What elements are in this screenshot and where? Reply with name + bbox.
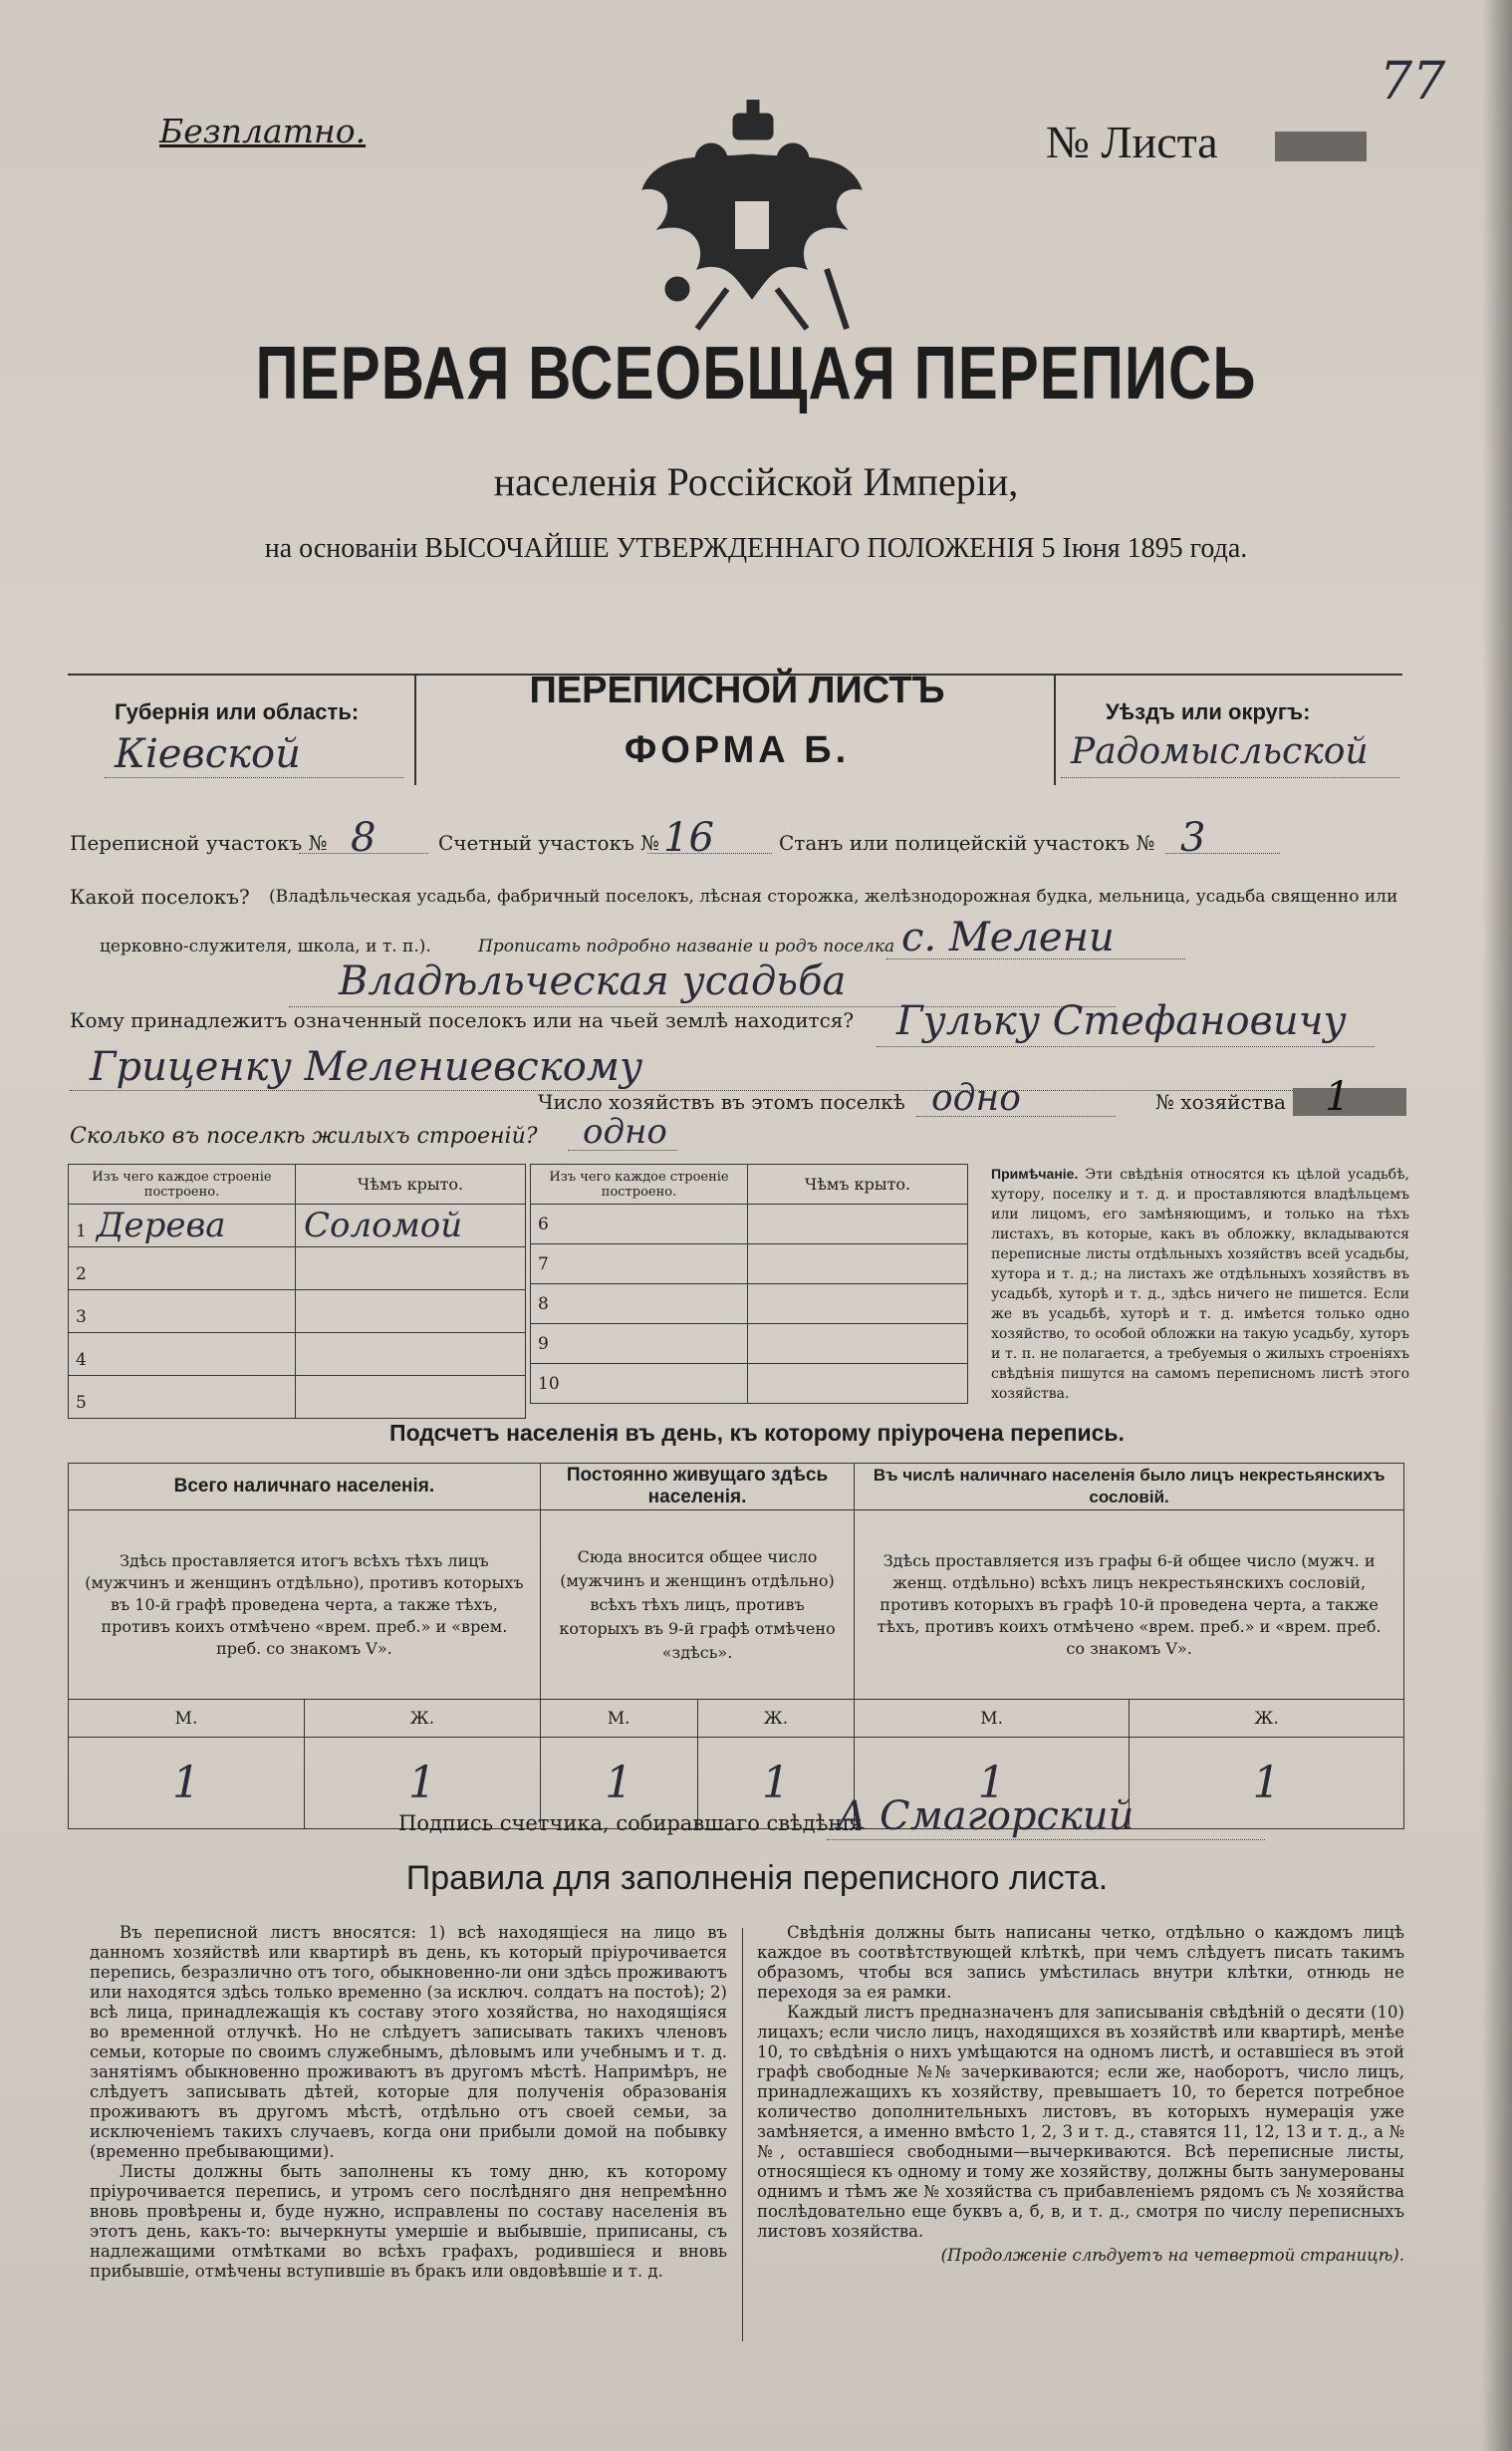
signature-label: Подпись счетчика, собиравшаго свѣдѣнія [398,1811,863,1835]
signature-value[interactable]: А Смагорский [837,1793,1134,1839]
settlement-instruction: Прописать подробно названіе и родъ поселка [478,937,895,956]
row-number: 10 [538,1373,560,1394]
uezd-label: Уѣздъ или округъ: [1106,699,1311,724]
col3-text: Здѣсь проставляется изъ графы 6-й общее число (мужч. и женщ. отдѣльно) всѣхъ лицъ некрестьянскихъ сословій, противъ которыхъ въ графѣ 10-й проведена черта, а также тѣхъ, противъ коихъ отмѣчено «врем. преб.» и «врем. преб. со знакомъ V». [855,1510,1404,1700]
gubernia-label: Губернія или область: [115,699,360,724]
rules-right-p2: Каждый листъ предназначенъ для записыванія свѣдѣній о десяти (10) лицахъ; если число лицъ, находящихся въ хозяйствѣ или квартирѣ, менѣе 10, то свѣдѣнія о нихъ умѣщаются на одномъ листѣ, и оставшіеся въ этой графѣ свободные №№ зачеркиваются; если же, наоборотъ, число лицъ, принадлежащихъ къ хозяйству, превышаетъ 10, то берется потребное количество дополнительныхъ листовъ, въ которыхъ нумерація уже замѣняется, а именно вмѣсто 1, 2, 3 и т. д., ставятся 11, 12, 13 и т. д., а №№, оставшіеся свободными—вычеркиваются. Всѣ переписные листы, относящіеся къ одному и тому же хозяйству, должны быть занумерованы однимъ и тѣмъ же № хозяйства съ прибавленіемъ рядомъ съ № хозяйства послѣдовательно еще буквъ а, б, в, и т. д., смотря по числу переписныхъ листовъ хозяйства. [757,2003,1404,2241]
building-roof[interactable] [748,1284,968,1324]
col-roof-header: Чѣмъ крыто. [296,1165,526,1205]
owner-value[interactable]: Гульку Стефановичу [896,998,1347,1044]
form-type: ФОРМА Б. [624,729,851,771]
population-table [68,1463,1404,1829]
building-row [69,1247,526,1290]
rules-continuation: (Продолженіе слѣдуетъ на четвертой страницѣ). [940,2246,1404,2265]
form-title: ПЕРЕПИСНОЙ ЛИСТЪ [529,670,945,711]
permanent-female[interactable]: 1 [697,1738,855,1829]
row-number: 1 [76,1222,87,1241]
rules-left-p2: Листы должны быть заполнены къ тому дню, къ которому пріурочивается перепись, и утромъ сего послѣдняго дня непремѣнно вновь провѣрены и, буде нужно, исправлены по составу населенія въ этотъ день, какъ-то: вычеркнуты умершіе и выбывшіе, приписаны, съ надлежащими отмѣтками во всѣхъ графахъ, родившіеся и вновь прибывшіе, отмѣчены вступившіе въ бракъ или овдовѣвшіе и т. д. [90,2162,727,2281]
household-number-value: 1 [1325,1074,1351,1120]
building-roof[interactable] [296,1290,526,1333]
f-label: Ж. [697,1700,855,1738]
owner-value-2[interactable]: Гриценку Мелениевскому [90,1044,643,1090]
rules-right-p1: Свѣдѣнія должны быть написаны четко, отдѣльно о каждомъ лицѣ каждое въ соотвѣтствующей клѣткѣ, при чемъ слѣдуетъ писать такимъ образомъ, чтобы вся запись умѣстилась внутри клѣтки, отнюдь не переходя за ея рамки. [757,1923,1404,2002]
uezd-value[interactable]: Радомысльской [1071,731,1369,772]
building-roof[interactable] [296,1333,526,1376]
col1-title: Всего наличнаго населенія. [69,1464,541,1510]
census-section-value[interactable]: 8 [351,815,377,861]
row-number: 3 [76,1307,87,1327]
rules-title: Правила для заполненія переписного листа. [405,1859,1109,1897]
building-roof[interactable] [748,1205,968,1244]
settlement-hint: (Владѣльческая усадьба, фабричный поселокъ, лѣсная сторожка, желѣзнодорожная будка, мельница, усадьба священно или [269,887,1398,907]
rules-left-p1: Въ переписной листъ вносятся: 1) всѣ находящіеся на лицо въ данномъ хозяйствѣ или квартирѣ въ день, къ который пріурочивается перепись, безразлично отъ того, обыкновенно-ли они здѣсь проживаютъ или находятся здѣсь только временно (за исключ. солдатъ на постоѣ); 2) всѣ лица, принадлежащія къ составу этого хозяйства, но находящіяся во временной отлучкѣ. Но не слѣдуетъ записывать такихъ членовъ семьи, которые по своимъ служебнымъ, дѣловымъ или учебнымъ и т. д. занятіямъ обыкновенно проживаютъ въ другомъ мѣстѣ. Напримѣръ, не слѣдуетъ записывать дѣтей, которые для полученія образованія проживаютъ въ другомъ мѣстѣ, отдѣльно отъ своей семьи, за исключеніемъ такихъ случаевъ, когда они прибыли домой на побывку (временно пребывающими). [90,1923,727,2161]
col3-title: Въ числѣ наличнаго населенія было лицъ некрестьянскихъ сословій. [855,1464,1404,1510]
nonpeasant-female[interactable]: 1 [1130,1738,1404,1829]
note-text: Эти свѣдѣнія относятся къ цѣлой усадьбѣ, хутору, поселку и т. д. и проставляются владѣльцемъ или лицомъ, его замѣняющимъ, и только на тѣхъ листахъ, въ которые, какъ въ обложку, вкладываются переписные листы отдѣльныхъ хозяйствъ всей усадьбы, хутора и т. д.; на листахъ же отдѣльныхъ хозяйствъ въ усадьбѣ, хуторѣ и т. д., здѣсь ничего не пишется. Если же въ усадьбѣ, хуторѣ и т. д. имѣется только одно хозяйство, то особой обложки на такую усадьбу, хуторъ и т. п. не полагается, а требуемыя о жилыхъ строеніяхъ свѣдѣнія пишутся на самомъ переписномъ листѣ этого хозяйства. [991,1167,1409,1402]
col2-title: Постоянно живущаго здѣсь населенія. [540,1464,854,1510]
coat-of-arms-icon [637,100,867,334]
permanent-male[interactable]: 1 [540,1738,697,1829]
building-roof[interactable] [296,1247,526,1290]
row-number: 4 [76,1350,87,1370]
sheet-number-label: № Листа [1046,117,1218,167]
census-basis: на основаніи ВЫСОЧАЙШЕ УТВЕРЖДЕННАГО ПОЛОЖЕНІЯ 5 Іюня 1895 года. [264,533,1248,564]
owner-question: Кому принадлежитъ означенный поселокъ или на чьей землѣ находится? [70,1008,855,1032]
row-number: 2 [76,1264,87,1284]
row-number: 9 [538,1333,549,1354]
building-row [69,1290,526,1333]
households-value[interactable]: одно [931,1078,1021,1119]
settlement-question: Какой поселокъ? [70,885,250,909]
building-row [531,1324,968,1364]
row-number: 6 [538,1214,549,1234]
census-subtitle: населенія Россійской Имперіи, [493,459,1019,504]
building-roof[interactable] [296,1376,526,1419]
building-row [69,1376,526,1419]
stan-label: Станъ или полицейскій участокъ № [779,831,1155,855]
total-male[interactable]: 1 [69,1738,305,1829]
note-title: Примѣчаніе. [991,1166,1079,1182]
rules-right-column [757,1923,1404,2266]
count-section-label: Счетный участокъ № [438,831,660,855]
sheet-number-field[interactable] [1275,132,1367,161]
col-material-header: Изъ чего каждое строеніе построено. [69,1165,296,1205]
census-section-label: Переписной участокъ № [70,831,328,855]
count-section-value[interactable]: 16 [663,815,714,861]
rules-left-column [90,1923,727,2282]
col2-text: Сюда вносится общее число (мужчинъ и женщинъ отдѣльно) всѣхъ тѣхъ лицъ, противъ которыхъ въ 9-й графѣ отмѣчено «здѣсь». [540,1510,854,1700]
building-roof[interactable] [748,1324,968,1364]
settlement-hint-2: церковно-служителя, школа, и т. п.). [100,937,431,956]
building-row [69,1205,526,1247]
building-roof[interactable]: Соломой [296,1205,526,1247]
building-row [531,1284,968,1324]
m-label: М. [855,1700,1130,1738]
households-label: Число хозяйствъ въ этомъ поселкѣ [538,1090,905,1114]
census-title: ПЕРВАЯ ВСЕОБЩАЯ ПЕРЕПИСЬ [255,331,1257,415]
settlement-value[interactable]: с. Мелени [901,915,1115,960]
gubernia-value[interactable]: Кіевской [115,731,301,777]
m-label: М. [540,1700,697,1738]
page-number-handwritten: 77 [1380,52,1446,112]
f-label: Ж. [304,1700,540,1738]
section-line [70,831,328,855]
buildings-table-left [68,1164,526,1419]
buildings-value[interactable]: одно [583,1112,667,1152]
nonpeasant-male[interactable]: 1 [855,1738,1130,1829]
row-number: 8 [538,1293,549,1314]
building-material[interactable]: Дерева [96,1206,226,1245]
household-number-label: № хозяйства [1155,1090,1286,1114]
row-number: 7 [538,1253,549,1274]
building-roof[interactable] [748,1364,968,1404]
col1-text: Здѣсь проставляется итогъ всѣхъ тѣхъ лицъ (мужчинъ и женщинъ отдѣльно), противъ которыхъ въ 10-й графѣ проведена черта, а также тѣхъ, противъ коихъ отмѣчено «врем. преб.» и «врем. преб. со знакомъ V». [69,1510,541,1700]
rules-divider [742,1928,743,2341]
row-number: 5 [76,1393,87,1413]
col-roof-header: Чѣмъ крыто. [748,1165,968,1205]
building-row [531,1244,968,1284]
building-row [69,1333,526,1376]
population-heading: Подсчетъ населенія въ день, къ которому пріурочена перепись. [389,1420,1125,1446]
f-label: Ж. [1130,1700,1404,1738]
settlement-kind[interactable]: Владѣльческая усадьба [339,958,847,1004]
buildings-table-right [530,1164,968,1404]
buildings-note [991,1164,1409,1404]
buildings-label: Сколько въ поселкѣ жилыхъ строеній? [70,1124,538,1149]
building-roof[interactable] [748,1244,968,1284]
m-label: М. [69,1700,305,1738]
building-row [531,1205,968,1244]
free-label: Безплатно. [159,112,367,150]
total-female[interactable]: 1 [304,1738,540,1829]
col-material-header: Изъ чего каждое строеніе построено. [531,1165,748,1205]
stan-value[interactable]: 3 [1180,815,1206,861]
building-row [531,1364,968,1404]
